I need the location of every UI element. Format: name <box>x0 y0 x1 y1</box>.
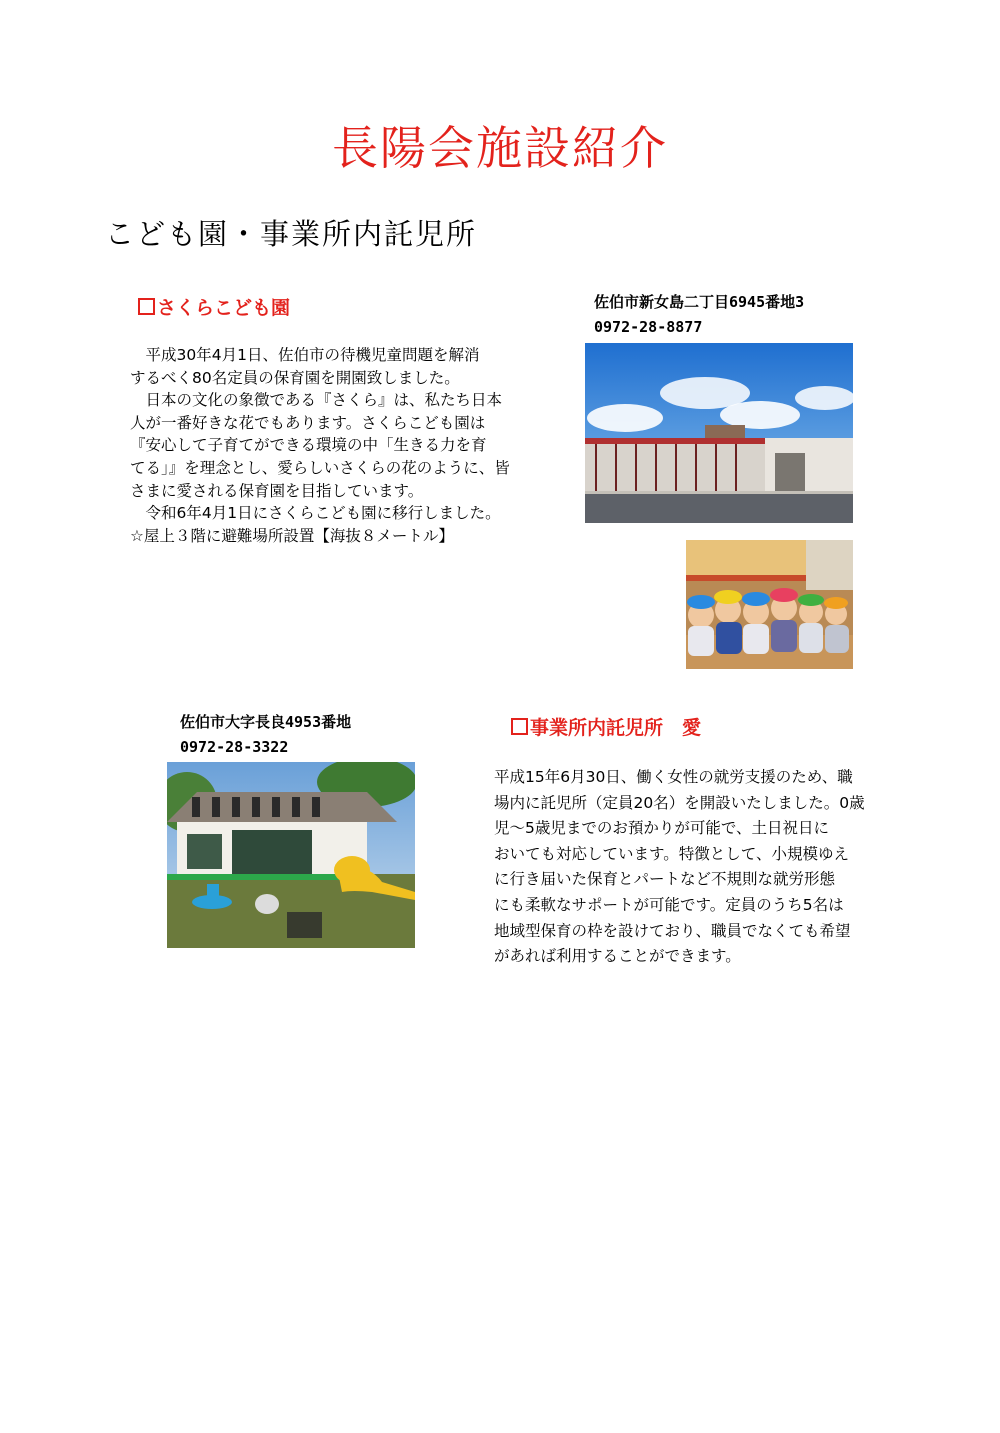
description-line: おいても対応しています。特徴として、小規模ゆえ <box>494 844 849 863</box>
facility-name: 事業所内託児所 愛 <box>530 717 702 739</box>
description-line: にも柔軟なサポートが可能です。定員のうち5名は <box>494 895 844 914</box>
description-line: ☆屋上３階に避難場所設置【海抜８メートル】 <box>130 526 454 545</box>
description-line: 児～5歳児までのお預かりが可能で、土日祝日に <box>494 819 830 838</box>
description-line: 平成15年6月30日、働く女性の就労支援のため、職 <box>494 768 853 786</box>
checkbox-icon <box>138 298 155 315</box>
description-line: 地域型保育の枠を設けており、職員でなくても希望 <box>494 921 851 940</box>
address: 佐伯市新女島二丁目6945番地3 <box>594 293 805 311</box>
address: 佐伯市大字長良4953番地 <box>180 713 352 731</box>
facility-contact-ai <box>180 710 351 760</box>
description-line: するべく80名定員の保育園を開園致しました。 <box>130 368 460 387</box>
description-line: があれば利用することができます。 <box>494 947 741 966</box>
description-line: 平成30年4月1日、佐伯市の待機児童問題を解消 <box>130 346 480 364</box>
facility-name: さくらこども園 <box>157 297 291 319</box>
page-title: 長陽会施設紹介 <box>332 121 668 175</box>
photo-sakura-building <box>585 343 853 523</box>
facility-description-ai <box>494 765 865 970</box>
description-line: 日本の文化の象徴である『さくら』は、私たち日本 <box>130 391 503 410</box>
phone: 0972-28-8877 <box>594 318 703 336</box>
description-line: 人が一番好きな花でもあります。さくらこども園は <box>130 413 486 432</box>
description-line: 令和6年4月1日にさくらこども園に移行しました。 <box>130 504 501 523</box>
description-line: 場内に託児所（定員20名）を開設いたしました。0歳 <box>494 793 865 812</box>
checkbox-icon <box>511 718 528 735</box>
photo-nursery-playground <box>167 762 415 948</box>
facility-description-sakura <box>130 344 510 547</box>
description-line: 『安心して子育てができる環境の中「生きる力を育 <box>130 436 487 455</box>
phone: 0972-28-3322 <box>180 738 289 756</box>
description-line: に行き届いた保育とパートなど不規則な就労形態 <box>494 870 836 889</box>
section-heading: こども園・事業所内託児所 <box>105 217 478 251</box>
facility-contact-sakura <box>594 290 804 340</box>
facility-heading-sakura <box>138 293 290 320</box>
description-line: さまに愛される保育園を目指しています。 <box>130 481 424 500</box>
description-line: てる」』を理念とし、愛らしいさくらの花のように、皆 <box>130 458 510 477</box>
photo-children-hall <box>686 540 853 669</box>
facility-heading-ai <box>511 713 701 740</box>
